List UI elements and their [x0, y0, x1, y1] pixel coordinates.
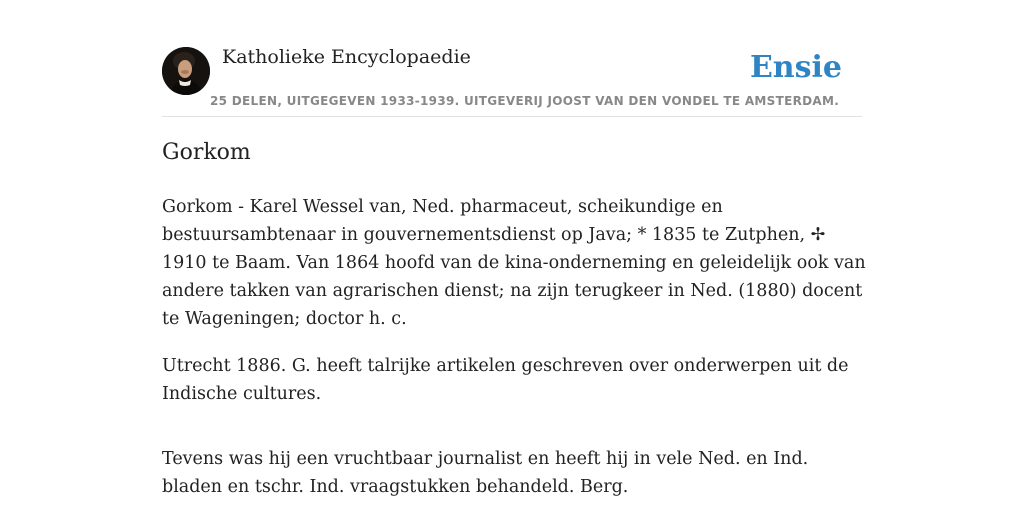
entry-body	[162, 193, 872, 512]
source-subtitle: 25 DELEN, UITGEGEVEN 1933-1939. UITGEVERIJ JOOST VAN DEN VONDEL TE AMSTERDAM.	[210, 94, 840, 108]
entry-paragraph: Utrecht 1886. G. heeft talrijke artikelen geschreven over onderwerpen uit de Indische cultures.	[162, 356, 849, 404]
entry-paragraph: Gorkom - Karel Wessel van, Ned. pharmaceut, scheikundige en bestuursambtenaar in gouvernementsdienst op Java; * 1835 te Zutphen, ✢ 1910 te Baam. Van 1864 hoofd van de kina-onderneming en geleidelijk ook van andere takken van agrarischen dienst; na zijn terugkeer in Ned. (1880) docent te Wageningen; doctor h. c.	[162, 197, 866, 329]
source-title[interactable]: Katholieke Encyclopaedie	[222, 46, 471, 68]
source-header	[162, 44, 862, 117]
entry-paragraph: Tevens was hij een vruchtbaar journalist en heeft hij in vele Ned. en Ind. bladen en tschr. Ind. vraagstukken behandeld. Berg.	[162, 449, 809, 497]
entry-title: Gorkom	[162, 140, 251, 165]
ensie-logo-link[interactable]: Ensie	[749, 50, 842, 85]
portrait-avatar-icon[interactable]	[162, 47, 210, 95]
